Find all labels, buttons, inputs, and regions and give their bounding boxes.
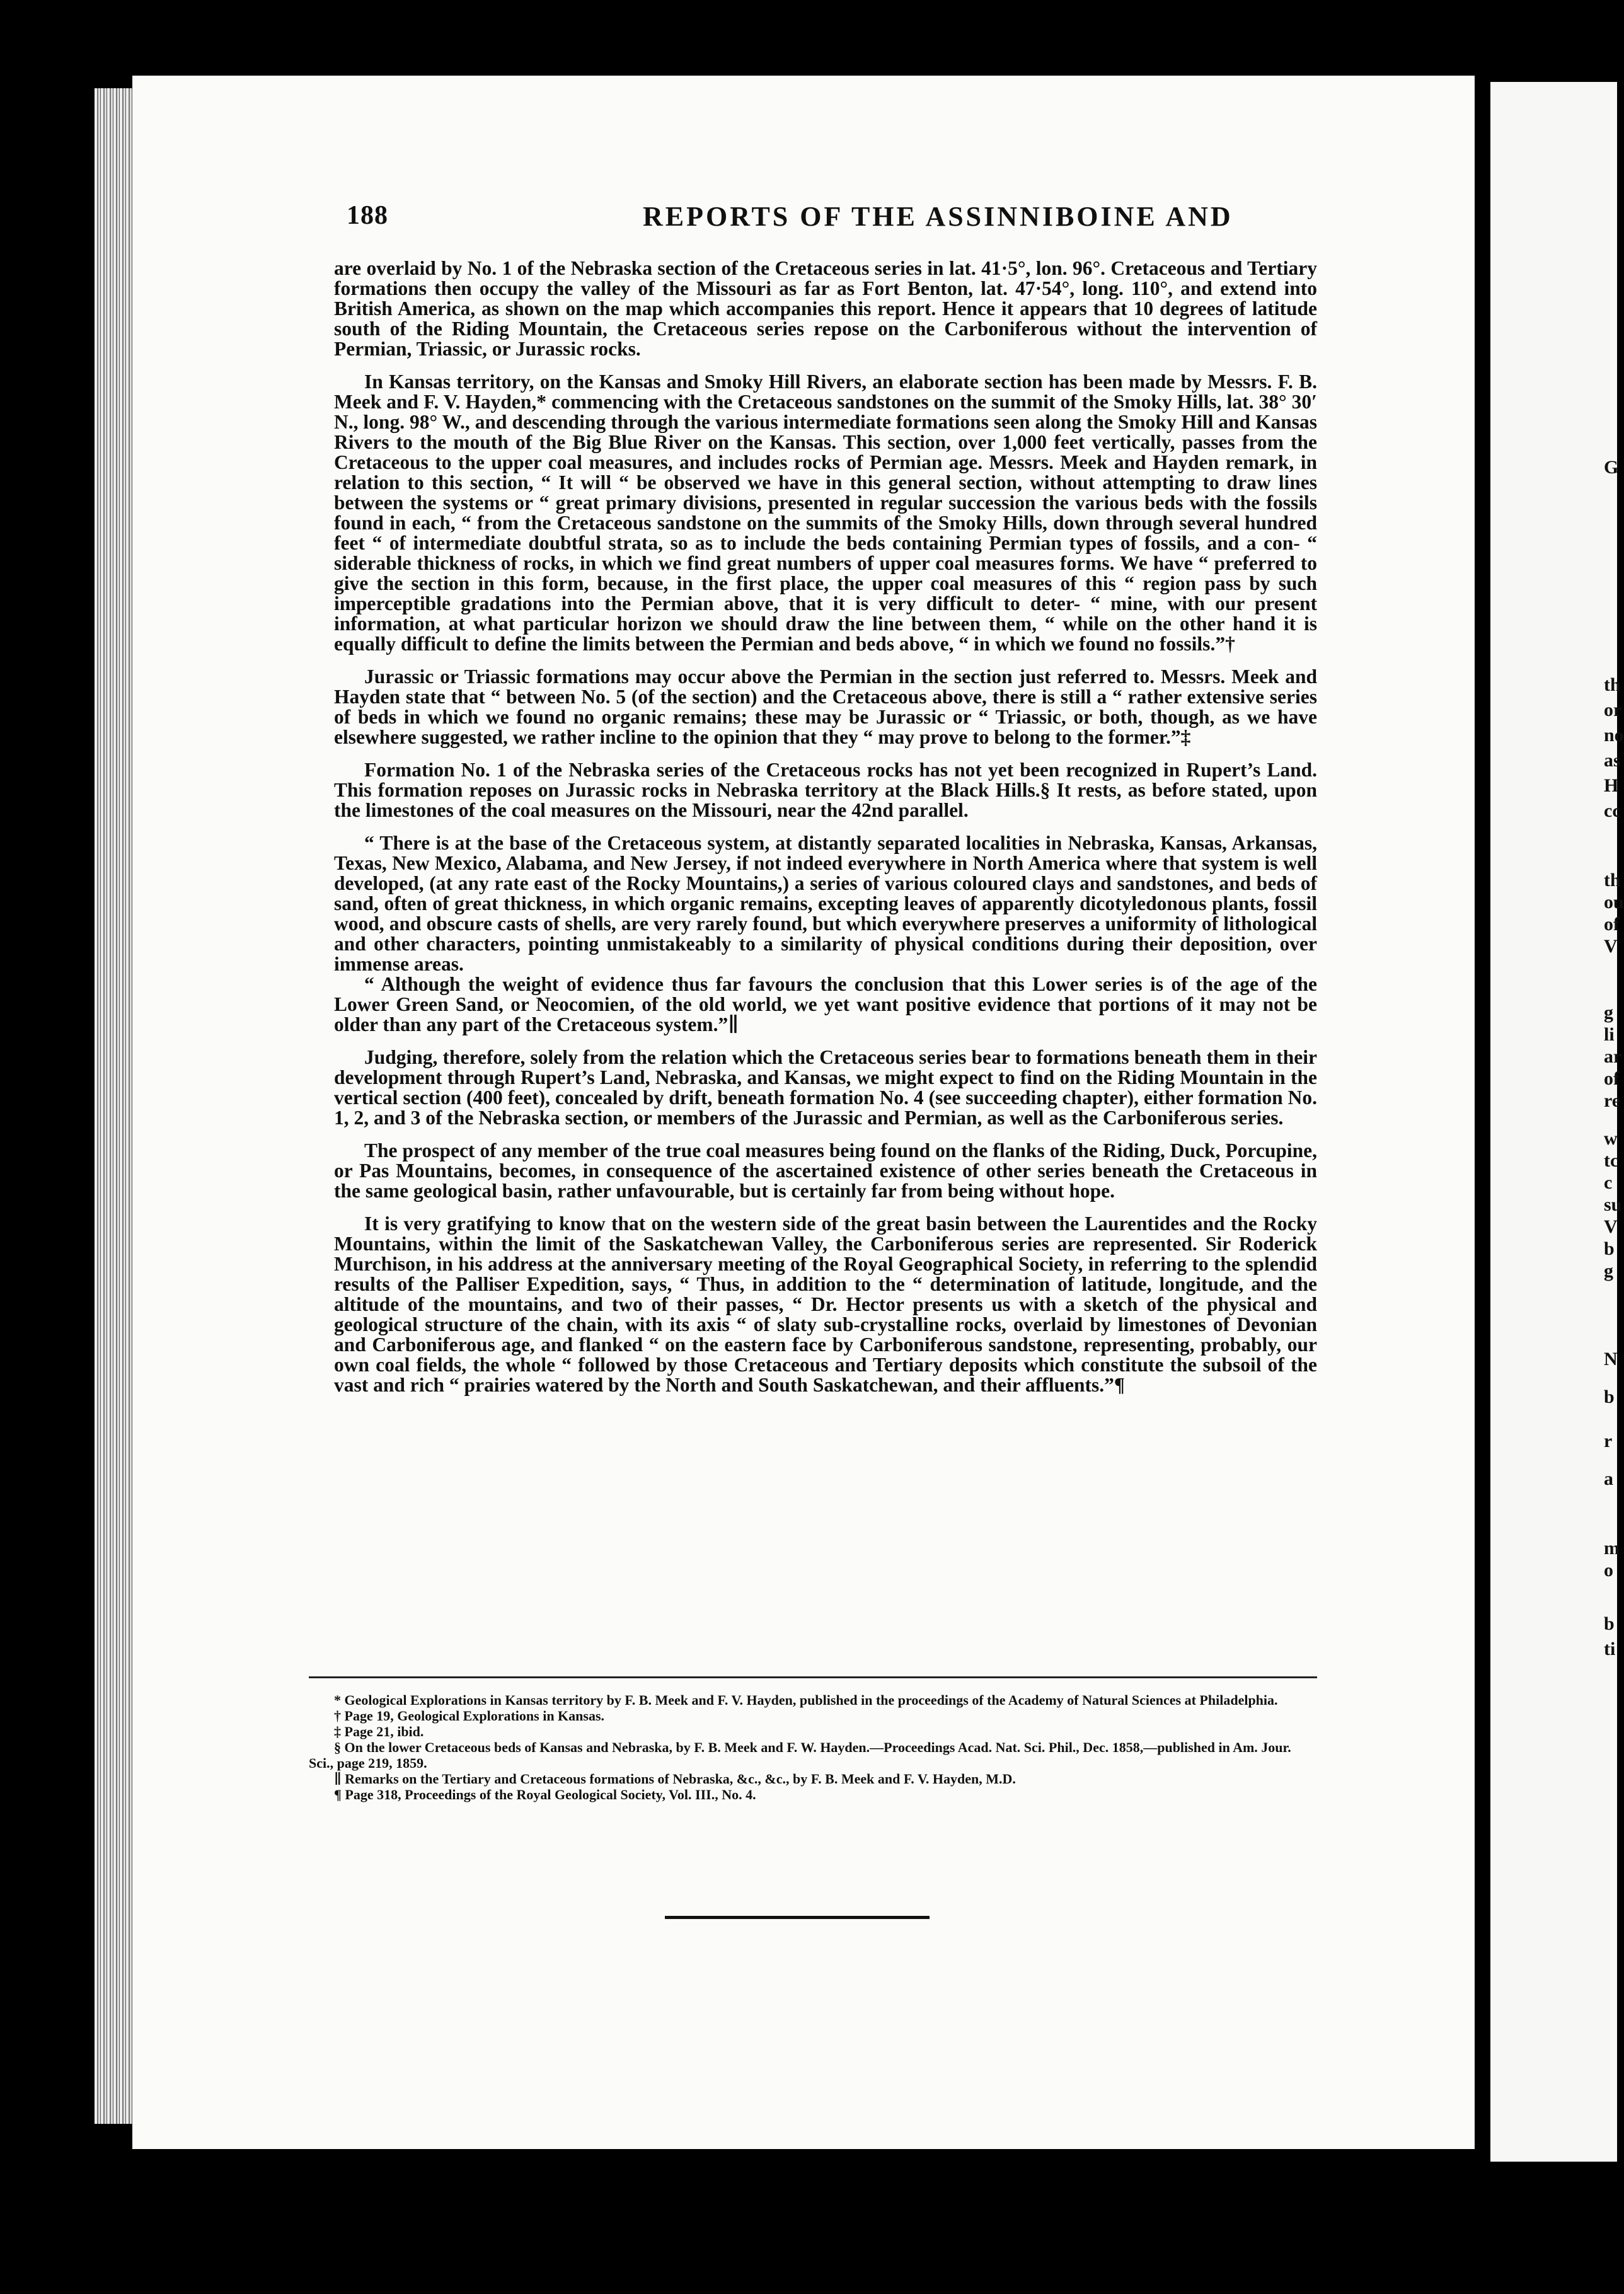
body-text	[334, 258, 1317, 1408]
margin-fragment: a	[1604, 1468, 1613, 1489]
paragraph: It is very gratifying to know that on the western side of the great basin between the Laurentides and the Rocky Mountains, within the limit of the Saskatchewan Valley, the Carboniferous series are represented. Sir Roderick Murchison, in his address at the anniversary meeting of the Royal Geographical Society, in referring to the splendid results of the Palliser Expedition, says, “ Thus, in addition to the “ determination of latitude, longitude, and the altitude of the mountains, and two of their passes, “ Dr. Hector presents us with a sketch of the physical and geological structure of the chain, with its axis “ of slaty sub-crystalline rocks, overlaid by limestones of Devonian and Carboniferous age, and flanked “ on the eastern face by Carboniferous sandstone, representing, probably, our own coal fields, the whole “ followed by those Cretaceous and Tertiary deposits which constitute the subsoil of the vast and rich “ prairies watered by the North and South Saskatchewan, and their affluents.”¶	[334, 1213, 1317, 1396]
margin-fragment: G	[1604, 457, 1619, 478]
footnote: § On the lower Cretaceous beds of Kansas and Nebraska, by F. B. Meek and F. W. Hayden.—Proceedings Acad. Nat. Sci. Phil., Dec. 1858,—published in Am. Jour. Sci., page 219, 1859.	[309, 1739, 1291, 1771]
margin-fragment: tc	[1604, 1150, 1619, 1171]
footnote: ∥ Remarks on the Tertiary and Cretaceous formations of Nebraska, &c., &c., by F. B. Meek and F. V. Hayden, M.D.	[334, 1771, 1016, 1787]
paragraph: Jurassic or Triassic formations may occur above the Permian in the section just referred to. Messrs. Meek and Hayden state that “ between No. 5 (of the section) and the Cretaceous above, there is still a “ rather extensive series of beds in which we found no organic remains; these may be Jurassic or “ Triassic, or both, though, as we have elsewhere suggested, we rather incline to the opinion that they “ may prove to belong to the former.”‡	[334, 666, 1317, 748]
footnotes	[309, 1692, 1317, 1802]
margin-fragment: b	[1604, 1386, 1615, 1407]
margin-fragment: th	[1604, 674, 1621, 695]
margin-fragment: w	[1604, 1128, 1618, 1149]
margin-fragment: of	[1604, 914, 1620, 935]
footnote-divider	[309, 1676, 1317, 1678]
margin-fragment: c	[1604, 1172, 1613, 1193]
paragraph: The prospect of any member of the true coal measures being found on the flanks of the Riding, Duck, Porcupine, or Pas Mountains, becomes, in consequence of the ascertained existence of other series beneath the Cretaceous in the same geological basin, rather unfavourable, but is certainly far from being without hope.	[334, 1139, 1317, 1202]
margin-fragment: b	[1604, 1613, 1615, 1634]
margin-fragment: or	[1604, 700, 1622, 720]
facing-page-edge	[1490, 82, 1617, 2162]
margin-fragment: of	[1604, 1068, 1620, 1089]
margin-fragment: ti	[1604, 1639, 1616, 1659]
margin-fragment: o	[1604, 1560, 1613, 1581]
paragraph: Judging, therefore, solely from the relation which the Cretaceous series bear to formations beneath them in their development through Rupert’s Land, Nebraska, and Kansas, we might expect to find on the Riding Mountain in the vertical section (400 feet), concealed by drift, beneath formation No. 4 (see succeeding chapter), either formation No. 1, 2, and 3 of the Nebraska section, or members of the Jurassic and Permian, as well as the Carboniferous series.	[334, 1046, 1317, 1129]
margin-fragment: cc	[1604, 800, 1621, 821]
footnote: * Geological Explorations in Kansas territory by F. B. Meek and F. V. Hayden, published in the proceedings of the Academy of Natural Sciences at Philadelphia.	[334, 1692, 1278, 1708]
footnote: ‡ Page 21, ibid.	[334, 1724, 424, 1739]
margin-fragment: V	[1604, 936, 1618, 957]
facing-page-text-fragments	[1604, 0, 1624, 2294]
margin-fragment: li	[1604, 1024, 1615, 1045]
end-rule	[665, 1916, 930, 1919]
margin-fragment: r	[1604, 1431, 1613, 1451]
footnote: † Page 19, Geological Explorations in Kansas.	[334, 1708, 605, 1724]
margin-fragment: g	[1604, 1002, 1613, 1023]
margin-fragment: ar	[1604, 1046, 1622, 1067]
margin-fragment: b	[1604, 1238, 1615, 1259]
footnote: ¶ Page 318, Proceedings of the Royal Geological Society, Vol. III., No. 4.	[334, 1787, 756, 1802]
paragraph: In Kansas territory, on the Kansas and Smoky Hill Rivers, an elaborate section has been made by Messrs. F. B. Meek and F. V. Hayden,* commencing with the Cretaceous sandstones on the summit of the Smoky Hills, lat. 38° 30′ N., long. 98° W., and descending through the various intermediate formations seen along the Smoky Hill and Kansas Rivers to the mouth of the Big Blue River on the Kansas. This section, over 1,000 feet vertically, passes from the Cretaceous to the upper coal measures, and includes rocks of Permian age. Messrs. Meek and Hayden remark, in relation to this section, “ It will “ be observed we have in this general section, without attempting to draw lines between the systems or “ great primary divisions, presented in regular succession the various beds with the fossils found in each, “ from the Cretaceous sandstone on the summits of the Smoky Hills, down through several hundred feet “ of intermediate doubtful strata, so as to include the beds containing Permian types of fossils, and a con- “ siderable thickness of rocks, in which we find great numbers of upper coal measures forms. We have “ preferred to give the section in this form, because, in the first place, the upper coal measures of this “ region pass by such imperceptible gradations into the Permian above, that it is very difficult to deter- “ mine, with our present information, at what particular horizon we should draw the line between them, “ while on the other hand it is equally difficult to define the limits between the Permian and beds above, “ in which we found no fossils.”†	[334, 371, 1317, 655]
paragraph: “ Although the weight of evidence thus far favours the conclusion that this Lower series is of the age of the Lower Green Sand, or Neocomien, of the old world, we yet want positive evidence that portions of it may not be older than any part of the Cretaceous system.”∥	[334, 973, 1317, 1035]
margin-fragment: no	[1604, 725, 1624, 746]
margin-fragment: su	[1604, 1194, 1622, 1215]
margin-fragment: ou	[1604, 892, 1624, 913]
margin-fragment: N	[1604, 1349, 1618, 1369]
margin-fragment: g	[1604, 1260, 1613, 1281]
paragraph: are overlaid by No. 1 of the Nebraska section of the Cretaceous series in lat. 41·5°, lon. 96°. Cretaceous and Tertiary formations then occupy the valley of the Missouri as far as Fort Benton, lat. 47·54°, long. 110°, and extend into British America, as shown on the map which accompanies this report. Hence it appears that 10 degrees of latitude south of the Riding Mountain, the Cretaceous series repose on the Carboniferous without the intervention of Permian, Triassic, or Jurassic rocks.	[334, 257, 1317, 360]
margin-fragment: re	[1604, 1090, 1621, 1111]
paragraph: “ There is at the base of the Cretaceous system, at distantly separated localities in Nebraska, Kansas, Arkansas, Texas, New Mexico, Alabama, and New Jersey, if not indeed everywhere in North America where that system is well developed, (at any rate east of the Rocky Mountains,) a series of various coloured clays and sandstones, and beds of sand, often of great thickness, in which organic remains, excepting leaves of apparently dicotyledonous plants, fossil wood, and obscure casts of shells, are very rarely found, but which everywhere preserves a uniformity of lithological and other characters, pointing unmistakeably to a similarity of physical conditions during their deposition, over immense areas.	[334, 832, 1317, 975]
running-title: REPORTS OF THE ASSINNIBOINE AND	[643, 201, 1233, 232]
margin-fragment: V	[1604, 1216, 1618, 1237]
margin-fragment: th	[1604, 870, 1621, 891]
page-header	[214, 200, 1323, 251]
paragraph: Formation No. 1 of the Nebraska series of the Cretaceous rocks has not yet been recognized in Rupert’s Land. This formation reposes on Jurassic rocks in Nebraska territory at the Black Hills.§ It rests, as before stated, upon the limestones of the coal measures on the Missouri, near the 42nd parallel.	[334, 759, 1317, 821]
margin-fragment: as	[1604, 750, 1621, 771]
margin-fragment: m	[1604, 1538, 1620, 1559]
margin-fragment: H	[1604, 775, 1619, 796]
page-number: 188	[347, 201, 388, 230]
